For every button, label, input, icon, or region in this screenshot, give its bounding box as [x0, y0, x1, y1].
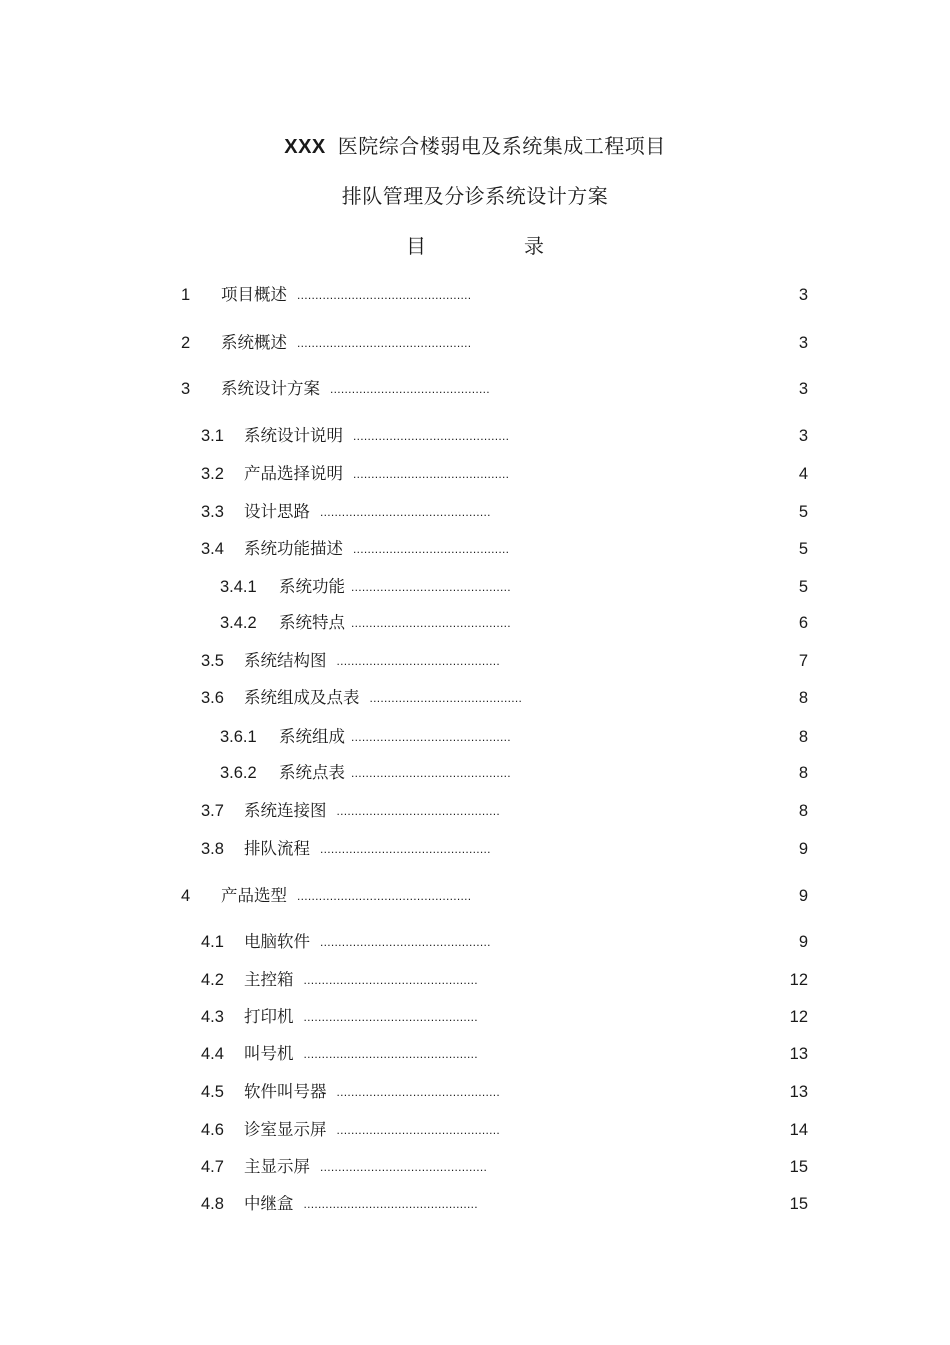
toc-entry-number: 3.4 [201, 540, 224, 558]
toc-entry-number: 1 [181, 286, 191, 304]
toc-entry-page: 7 [798, 652, 808, 670]
toc-entry[interactable] [0, 1006, 950, 1028]
toc-heading-char1: 目 [406, 234, 426, 258]
toc-entry-label: 软件叫号器 [244, 1082, 327, 1101]
toc-entry-label: 系统结构图 [244, 651, 327, 670]
toc-entry-label: 系统功能描述 [244, 539, 343, 558]
toc-entry-leader: ................................................ [297, 288, 472, 302]
toc-entry-number: 3.8 [201, 840, 224, 858]
toc-entry-label: 叫号机 [244, 1044, 294, 1063]
toc-entry-number: 3.2 [201, 465, 224, 483]
toc-entry-leader: ............................................. [336, 1123, 501, 1137]
toc-entry-page: 12 [789, 971, 808, 989]
toc-entry-page: 5 [798, 540, 808, 558]
toc-entry[interactable] [0, 378, 950, 400]
toc-entry-label: 主控箱 [244, 970, 294, 989]
toc-entry-label: 排队流程 [244, 839, 310, 858]
toc-entry-leader: ................................................ [297, 889, 472, 903]
toc-entry-number: 4.7 [201, 1158, 224, 1176]
title-text: 医院综合楼弱电及系统集成工程项目 [337, 134, 666, 158]
toc-entry[interactable] [0, 538, 950, 560]
toc-entry-leader: ................................................ [303, 1010, 478, 1024]
toc-entry-page: 8 [798, 764, 808, 782]
toc-entry-leader: ................................................ [303, 1197, 478, 1211]
toc-entry-label: 中继盒 [244, 1194, 294, 1213]
toc-entry-page: 9 [798, 840, 808, 858]
toc-entry-leader: ................................................ [297, 336, 472, 350]
toc-entry-leader: ............................................... [320, 935, 491, 949]
toc-entry-leader: ................................................ [303, 1047, 478, 1061]
toc-entry-leader: ............................................... [320, 842, 491, 856]
toc-entry[interactable] [0, 1043, 950, 1065]
toc-entry-number: 3.4.2 [220, 614, 257, 632]
toc-entry-page: 8 [798, 728, 808, 746]
toc-entry-page: 3 [798, 286, 808, 304]
toc-entry[interactable] [0, 762, 950, 784]
toc-entry-label: 诊室显示屏 [244, 1120, 327, 1139]
toc-entry-label: 主显示屏 [244, 1157, 310, 1176]
toc-entry-label: 系统功能 [279, 577, 345, 596]
toc-entry-leader: ............................................. [336, 1085, 501, 1099]
toc-entry-label: 系统连接图 [244, 801, 327, 820]
toc-entry-label: 项目概述 [221, 285, 287, 304]
toc-entry[interactable] [0, 1156, 950, 1178]
toc-entry[interactable] [0, 463, 950, 485]
toc-entry-number: 3.6.1 [220, 728, 257, 746]
toc-entry-page: 3 [798, 334, 808, 352]
toc-entry-leader: ............................................ [351, 580, 511, 594]
toc-entry-label: 系统设计说明 [244, 426, 343, 445]
toc-entry-number: 3.6.2 [220, 764, 257, 782]
document-title-line1 [0, 130, 950, 159]
toc-entry-page: 8 [798, 802, 808, 820]
toc-entry[interactable] [0, 612, 950, 634]
toc-entry[interactable] [0, 501, 950, 523]
toc-entry-label: 打印机 [244, 1007, 294, 1026]
toc-entry[interactable] [0, 332, 950, 354]
toc-entry[interactable] [0, 931, 950, 953]
toc-entry-page: 15 [789, 1158, 808, 1176]
toc-entry-number: 4 [181, 887, 191, 905]
toc-entry[interactable] [0, 687, 950, 709]
toc-entry-label: 系统组成 [279, 727, 345, 746]
toc-entry-page: 6 [798, 614, 808, 632]
toc-entry[interactable] [0, 425, 950, 447]
toc-entry-number: 3.4.1 [220, 578, 257, 596]
title-prefix: XXX [284, 136, 326, 158]
toc-entry-label: 设计思路 [244, 502, 310, 521]
document-title-line2: 排队管理及分诊系统设计方案 [341, 184, 609, 208]
toc-entry-number: 3.3 [201, 503, 224, 521]
toc-entry-label: 系统概述 [221, 333, 287, 352]
toc-entry[interactable] [0, 1119, 950, 1141]
toc-entry-leader: ............................................. [336, 654, 501, 668]
toc-entry[interactable] [0, 576, 950, 598]
toc-entry-page: 9 [798, 933, 808, 951]
toc-entry-leader: ............................................ [330, 382, 490, 396]
toc-entry-number: 3.5 [201, 652, 224, 670]
toc-entry-label: 电脑软件 [244, 932, 310, 951]
toc-entry-leader: ............................................... [320, 505, 491, 519]
toc-entry-leader: .......................................... [369, 691, 523, 705]
toc-entry-number: 4.1 [201, 933, 224, 951]
toc-entry[interactable] [0, 284, 950, 306]
toc-heading [0, 230, 950, 259]
toc-entry[interactable] [0, 885, 950, 907]
toc-entry-label: 系统特点 [279, 613, 345, 632]
toc-entry-page: 8 [798, 689, 808, 707]
toc-entry-leader: ........................................... [353, 467, 510, 481]
toc-entry[interactable] [0, 650, 950, 672]
toc-heading-char2: 录 [524, 234, 544, 258]
toc-entry-leader: ............................................ [351, 616, 511, 630]
toc-entry[interactable] [0, 800, 950, 822]
toc-entry-page: 4 [798, 465, 808, 483]
toc-entry-page: 9 [798, 887, 808, 905]
toc-entry-label: 产品选型 [221, 886, 287, 905]
toc-entry-number: 4.4 [201, 1045, 224, 1063]
toc-entry-number: 4.6 [201, 1121, 224, 1139]
toc-entry-page: 13 [789, 1045, 808, 1063]
toc-entry[interactable] [0, 969, 950, 991]
toc-entry-number: 3 [181, 380, 191, 398]
toc-entry[interactable] [0, 726, 950, 748]
toc-entry-number: 3.7 [201, 802, 224, 820]
toc-entry-number: 4.3 [201, 1008, 224, 1026]
toc-entry-page: 3 [798, 380, 808, 398]
toc-entry-number: 4.8 [201, 1195, 224, 1213]
toc-entry-leader: ............................................. [336, 804, 501, 818]
toc-entry-number: 2 [181, 334, 191, 352]
toc-entry-page: 12 [789, 1008, 808, 1026]
toc-entry-leader: ............................................ [351, 730, 511, 744]
toc-entry-page: 5 [798, 503, 808, 521]
toc-entry[interactable] [0, 838, 950, 860]
toc-entry-page: 14 [789, 1121, 808, 1139]
toc-entry-label: 产品选择说明 [244, 464, 343, 483]
toc-entry[interactable] [0, 1081, 950, 1103]
toc-entry-page: 13 [789, 1083, 808, 1101]
toc-entry-leader: ........................................... [353, 542, 510, 556]
toc-entry-page: 15 [789, 1195, 808, 1213]
toc-entry-number: 4.5 [201, 1083, 224, 1101]
toc-entry-page: 3 [798, 427, 808, 445]
toc-entry-leader: ............................................ [351, 766, 511, 780]
toc-entry-leader: .............................................. [320, 1160, 488, 1174]
toc-entry-number: 3.1 [201, 427, 224, 445]
toc-entry-label: 系统设计方案 [221, 379, 320, 398]
toc-entry-label: 系统点表 [279, 763, 345, 782]
toc-entry-page: 5 [798, 578, 808, 596]
toc-entry-leader: ........................................... [353, 429, 510, 443]
toc-entry-leader: ................................................ [303, 973, 478, 987]
toc-entry-number: 3.6 [201, 689, 224, 707]
toc-entry[interactable] [0, 1193, 950, 1215]
toc-entry-number: 4.2 [201, 971, 224, 989]
toc-entry-label: 系统组成及点表 [244, 688, 360, 707]
